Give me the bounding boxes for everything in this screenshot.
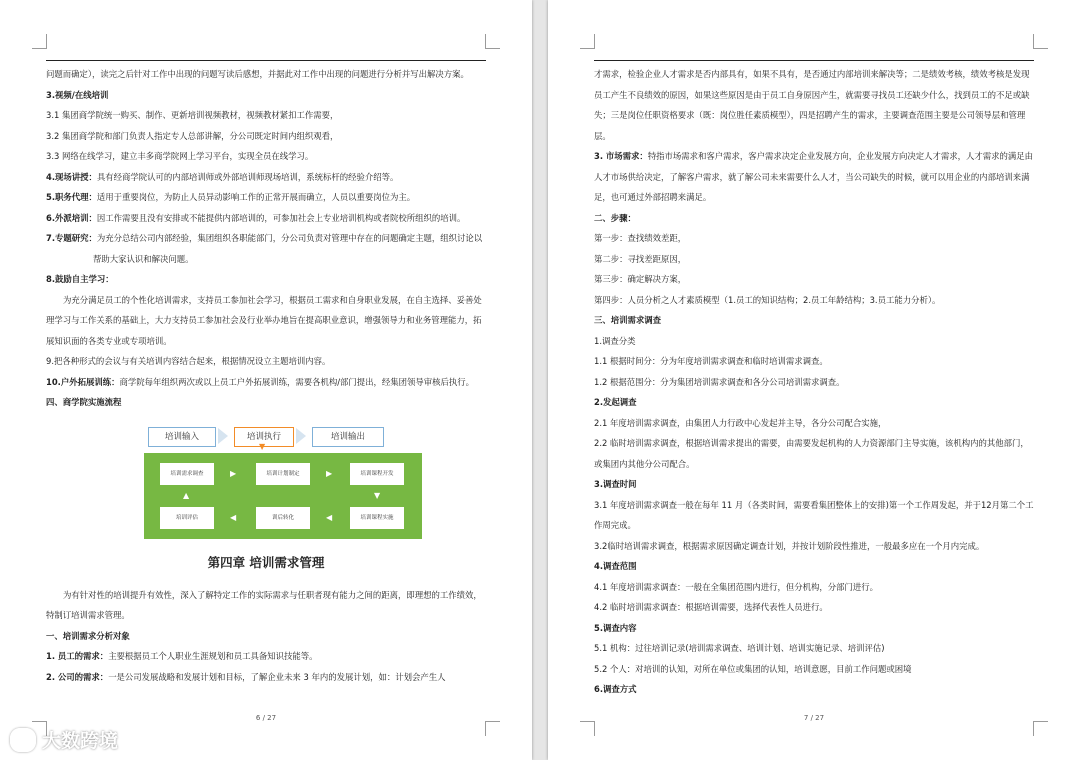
- paragraph: 为有针对性的培训提升有效性，深入了解特定工作的实际需求与任职者现有能力之间的距离，即理想的工作绩效，特制订培训需求管理。: [46, 589, 482, 620]
- paragraph: 三、培训需求调查: [594, 315, 661, 325]
- paragraph: 6.调查方式: [594, 684, 637, 694]
- paragraph: 第三步：确定解决方案，: [594, 274, 687, 284]
- arrow-down-icon: ▼: [259, 441, 266, 451]
- paragraph-lead: 4.现场讲授：: [46, 171, 97, 182]
- paragraph: 5.1 机构：过往培训记录(培训需求调查、培训计划、培训实施记录、培训评估): [594, 643, 885, 653]
- paragraph-lead: 5.职务代理：: [46, 192, 97, 202]
- header-rule: [594, 60, 1034, 61]
- arrow-up-icon: ▲: [183, 490, 190, 500]
- paragraph: 3.调查时间: [594, 479, 637, 489]
- paragraph-group: [594, 64, 1034, 700]
- paragraph: 第一步：查找绩效差距，: [594, 233, 687, 243]
- paragraph: 1.2 根据范围分：分为集团培训需求调查和各分公司培训需求调查。: [594, 376, 845, 387]
- paragraph: 3.2临时培训需求调查，根据需求原因确定调查计划，并按计划阶段性推进，一般最多应在一个月内完成。: [594, 540, 985, 551]
- paragraph: 4.调查范围: [594, 561, 637, 571]
- flow-box-course-dev: 培训课程开发: [350, 463, 404, 485]
- paragraph: 9.把各种形式的会议与有关培训内容结合起来，根据情况设立主题培训内容。: [46, 356, 331, 366]
- paragraph: 四、商学院实施流程: [46, 397, 122, 407]
- document-page-left: [0, 0, 532, 760]
- paragraph-lead: 7.专题研究：: [46, 233, 97, 243]
- paragraph-lead: 6.外派培训：: [46, 212, 97, 223]
- header-rule: [46, 60, 486, 61]
- logo-icon: [10, 728, 36, 752]
- paragraph: [46, 667, 486, 688]
- paragraph: [46, 208, 486, 229]
- paragraph-group: [46, 585, 486, 688]
- flow-output-box: 培训输出: [312, 427, 384, 447]
- paragraph: 2.2 临时培训需求调查，根据培训需求提出的需要，由需要发起机构的人力资源部门主导实施，该机构内的其他部门，或集团内其他分公司配合。: [594, 438, 1029, 469]
- arrow-left-icon: ◀: [326, 512, 333, 522]
- flow-box-implementation: 培训课程实施: [350, 507, 404, 529]
- crop-mark: [580, 34, 595, 49]
- paragraph: 二、步骤：: [594, 212, 636, 223]
- paragraph: 才需求，检验企业人才需求是否内部具有，如果不具有，是否通过内部培训来解决等；二是绩效考核，绩效考核是发现员工产生不良绩效的原因，如果这些原因是由于员工自身原因产生，就需要寻找员工还缺少什么，找到员工的不足或缺失；三是岗位任职资格要求（既：岗位胜任素质模型），四是招聘产生的需求，主要调查范围主要是公司领导层和管理层。: [594, 69, 1030, 141]
- paragraph: 4.2 临时培训需求调查：根据培训需要，选择代表性人员进行。: [594, 602, 828, 612]
- arrow-right-icon: ▶: [230, 468, 237, 478]
- paragraph: 问题而确定），读完之后针对工作中出现的问题写读后感想，并据此对工作中出现的问题进行分析并写出解决方案。: [46, 69, 469, 79]
- paragraph: 为充分满足员工的个性化培训需求，支持员工参加社会学习，根据员工需求和自身职业发展，在自主选择、妥善处理学习与工作关系的基础上，大力支持员工参加社会及行业举办地旨在提高职业意识，增强领导力和业务管理能力，拓展知识面的各类专业或专项培训。: [46, 294, 482, 346]
- chapter-title: 第四章 培训需求管理: [207, 554, 325, 570]
- paragraph: 3.视频/在线培训: [46, 89, 109, 100]
- crop-mark: [485, 34, 500, 49]
- paragraph: 4.1 年度培训需求调查：一般在全集团范围内进行，但分机构，分部门进行。: [594, 581, 878, 592]
- paragraph: 5.2 个人：对培训的认知，对所在单位或集团的认知，培训意愿，目前工作问题或困境: [594, 663, 912, 674]
- crop-mark: [580, 721, 595, 736]
- flow-cycle-diagram: [144, 453, 422, 539]
- paragraph-text: 为充分总结公司内部经验，集团组织各职能部门，分公司负责对管理中存在的问题确定主题，组织讨论以帮助大家认识和解决问题。: [93, 233, 483, 264]
- paragraph-lead: 3. 市场需求：: [594, 151, 648, 161]
- arrow-down-icon: ▼: [374, 490, 381, 500]
- paragraph: 第二步：寻找差距原因，: [594, 253, 687, 264]
- paragraph: [46, 646, 486, 667]
- paragraph: [46, 167, 486, 188]
- paragraph-text: 一是公司发展战略和发展计划和目标，了解企业未来 3 年内的发展计划，如：计划会产生人: [108, 671, 446, 682]
- paragraph-lead: 1. 员工的需求：: [46, 651, 109, 661]
- paragraph: 3.1 集团商学院统一购买、制作、更新培训视频教材，视频教材紧扣工作需要，: [46, 110, 339, 120]
- flow-box-needs-survey: 培训需求调查: [160, 463, 214, 485]
- watermark: [10, 726, 118, 753]
- watermark-text: 大数跨境: [42, 730, 119, 752]
- flow-arrow: [296, 428, 306, 444]
- flow-arrow: [218, 428, 228, 444]
- page-body: [46, 64, 486, 687]
- paragraph: 2.发起调查: [594, 397, 637, 407]
- paragraph-text: 商学院每年组织两次或以上员工户外拓展训练，需要各机构/部门提出，经集团领导审核后执行。: [119, 376, 475, 387]
- arrow-left-icon: ◀: [230, 512, 237, 522]
- paragraph-text: 适用于重要岗位，为防止人员异动影响工作的正常开展而确立，人员以重要岗位为主。: [96, 192, 416, 202]
- paragraph: [46, 228, 486, 269]
- crop-mark: [1033, 34, 1048, 49]
- paragraph-text: 因工作需要且没有安排或不能提供内部培训的，可参加社会上专业培训机构或者院校所组织的培训。: [96, 212, 466, 223]
- paragraph-text: 具有经商学院认可的内部培训师或外部培训师现场培训，系统标杆的经验介绍等。: [96, 171, 399, 182]
- flow-box-evaluation: 培训评估: [160, 507, 214, 529]
- paragraph-lead: 2. 公司的需求：: [46, 671, 109, 682]
- paragraph: 一、培训需求分析对象: [46, 630, 130, 641]
- crop-mark: [32, 34, 47, 49]
- page-body: [594, 64, 1034, 700]
- paragraph: [46, 187, 486, 208]
- flow-execute-box: 培训执行: [234, 427, 294, 447]
- paragraph: 3.2 集团商学院和部门负责人指定专人总部讲解，分公司既定时间内组织观看，: [46, 130, 339, 141]
- document-page-right: [548, 0, 1080, 760]
- paragraph-group: [46, 64, 486, 413]
- flow-box-plan: 培训计划制定: [256, 463, 310, 485]
- paragraph-text: 特指市场需求和客户需求，客户需求决定企业发展方向，企业发展方向决定人才需求，人才需求的满足由人才市场供给决定，了解客户需求，就了解公司未来需要什么人才，当公司缺失的时候，就可以用企业的内部培训来满足，也可通过外部招聘来满足。: [594, 151, 1034, 202]
- page-number: 6 / 27: [255, 714, 277, 722]
- paragraph: 8.鼓励自主学习：: [46, 274, 114, 284]
- flow-top-row: [46, 419, 486, 449]
- paragraph-lead: 10.户外拓展训练：: [46, 376, 120, 387]
- paragraph: 3.1 年度培训需求调查一般在每年 11 月（各类时间，需要看集团整体上的安排)第一个工作周发起，并于12月第二个工作周完成。: [594, 499, 1034, 530]
- page-number: 7 / 27: [803, 714, 825, 722]
- crop-mark: [485, 721, 500, 736]
- paragraph-text: 主要根据员工个人职业生涯规划和员工具备知识技能等。: [108, 651, 318, 661]
- paragraph: 1.调查分类: [594, 335, 636, 346]
- paragraph: [46, 372, 486, 393]
- flow-box-transfer: 训后转化: [256, 507, 310, 529]
- paragraph: 第四步：人员分析之人才素质模型（1.员工的知识结构；2.员工年龄结构；3.员工能力分析）。: [594, 294, 941, 305]
- paragraph: 2.1 年度培训需求调查，由集团人力行政中心发起并主导，各分公司配合实施，: [594, 417, 887, 428]
- paragraph: 3.3 网络在线学习，建立丰多商学院网上学习平台，实现全员在线学习。: [46, 151, 314, 161]
- arrow-right-icon: ▶: [326, 468, 333, 478]
- paragraph: 5.调查内容: [594, 622, 637, 633]
- crop-mark: [1033, 721, 1048, 736]
- paragraph: 1.1 根据时间分：分为年度培训需求调查和临时培训需求调查。: [594, 356, 828, 366]
- flow-input-box: 培训输入: [148, 427, 216, 447]
- paragraph: [594, 146, 1034, 208]
